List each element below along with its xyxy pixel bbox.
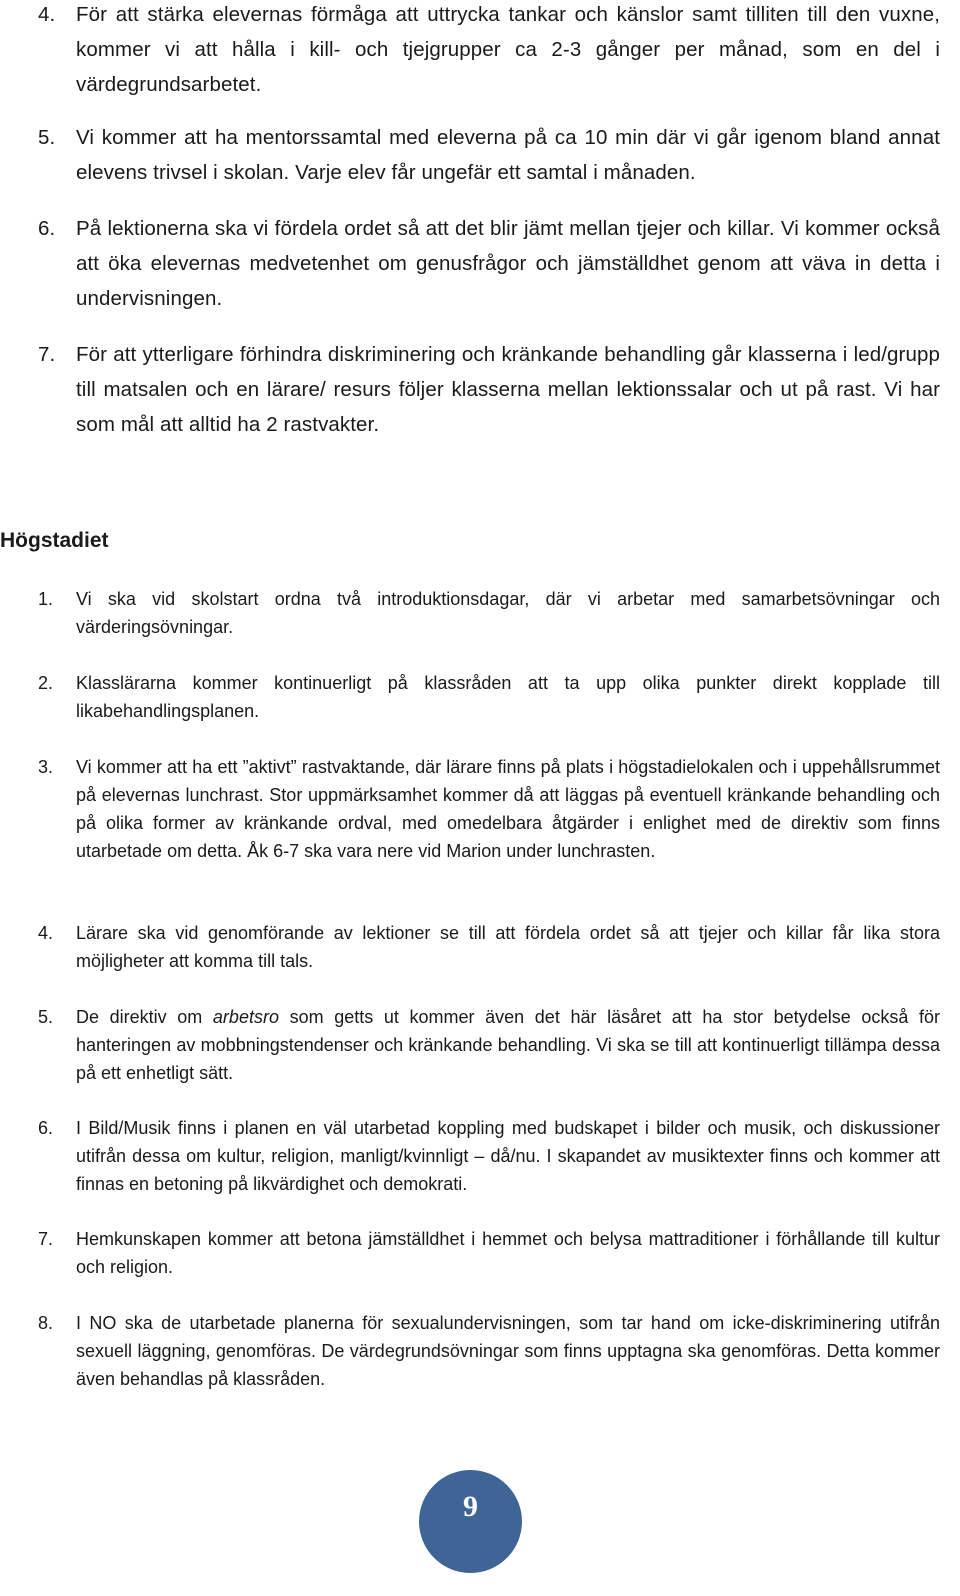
list-text: I NO ska de utarbetade planerna för sexualundervisningen, som tar hand om icke-diskriminering utifrån sexuell läggning, genomföras. De värdegrundsövningar som finns upptagna ska genomföras. Detta kommer även behandlas på klassråden. bbox=[76, 1313, 940, 1389]
list-text bbox=[76, 1003, 940, 1087]
list-number: 1. bbox=[38, 589, 54, 609]
list-text: I Bild/Musik finns i planen en väl utarbetad koppling med budskapet i bilder och musik, och diskussioner utifrån dessa om kultur, religion, manligt/kvinnligt – då/nu. I skapandet av musiktexter finns och kommer att finnas en betoning på likvärdighet och demokrati. bbox=[76, 1118, 940, 1194]
list-number: 8. bbox=[38, 1313, 54, 1333]
emphasis-text: arbetsro bbox=[212, 1007, 279, 1027]
list-text: Hemkunskapen kommer att betona jämställdhet i hemmet och belysa mattraditioner i förhållande till kultur och religion. bbox=[76, 1229, 940, 1277]
list-text: Lärare ska vid genomförande av lektioner se till att fördela ordet så att tjejer och killar får lika stora möjligheter att komma till tals. bbox=[76, 923, 940, 971]
list-text: På lektionerna ska vi fördela ordet så att det blir jämt mellan tjejer och killar. Vi kommer också att öka elevernas medvetenhet om genusfrågor och jämställdhet genom att väva in detta i undervisningen. bbox=[76, 217, 940, 310]
page-number: 9 bbox=[463, 1490, 478, 1523]
list-text: Vi kommer att ha ett ”aktivt” rastvaktande, där lärare finns på plats i högstadielokalen och i uppehållsrummet på elevernas lunchrast. Stor uppmärksamhet kommer då att läggas på eventuell kränkande behandling och på olika former av kränkande ordval, med omedelbara åtgärder i enlighet med de direktiv som finns utarbetade om detta. Åk 6-7 ska vara nere vid Marion under lunchrasten. bbox=[76, 757, 940, 861]
list-number: 4. bbox=[38, 3, 56, 26]
text-segment: De direktiv om bbox=[76, 1007, 213, 1027]
list-number: 6. bbox=[38, 217, 56, 240]
list-text: Vi ska vid skolstart ordna två introduktionsdagar, där vi arbetar med samarbetsövningar och värderingsövningar. bbox=[76, 589, 940, 637]
text-segment: som getts ut kommer även det här läsåret att ha stor betydelse också för hanteringen av mobbningstendenser och kränkande behandling. Vi ska se till att kontinuerligt tillämpa dessa på ett enhetligt sätt. bbox=[76, 1007, 940, 1083]
list-text: För att ytterligare förhindra diskriminering och kränkande behandling går klasserna i led/grupp till matsalen och en lärare/ resurs följer klasserna mellan lektionssalar och ut på rast. Vi har som mål att alltid ha 2 rastvakter. bbox=[76, 343, 940, 436]
list-number: 3. bbox=[38, 757, 54, 777]
list-number: 7. bbox=[38, 1229, 54, 1249]
list-text: Klasslärarna kommer kontinuerligt på klassråden att ta upp olika punkter direkt kopplade till likabehandlingsplanen. bbox=[76, 673, 940, 721]
list-number: 5. bbox=[38, 1007, 54, 1027]
page-number-badge bbox=[419, 1470, 522, 1573]
list-number: 5. bbox=[38, 126, 56, 149]
list-number: 7. bbox=[38, 343, 56, 366]
list-number: 4. bbox=[38, 923, 54, 943]
list-text: Vi kommer att ha mentorssamtal med eleverna på ca 10 min där vi går igenom bland annat elevens trivsel i skolan. Varje elev får ungefär ett samtal i månaden. bbox=[76, 126, 940, 184]
section-heading: Högstadiet bbox=[0, 529, 109, 552]
list-number: 2. bbox=[38, 673, 54, 693]
list-number: 6. bbox=[38, 1118, 54, 1138]
list-text: För att stärka elevernas förmåga att uttrycka tankar och känslor samt tilliten till den vuxne, kommer vi att hålla i kill- och tjejgrupper ca 2-3 gånger per månad, som en del i värdegrundsarbetet. bbox=[76, 3, 940, 96]
